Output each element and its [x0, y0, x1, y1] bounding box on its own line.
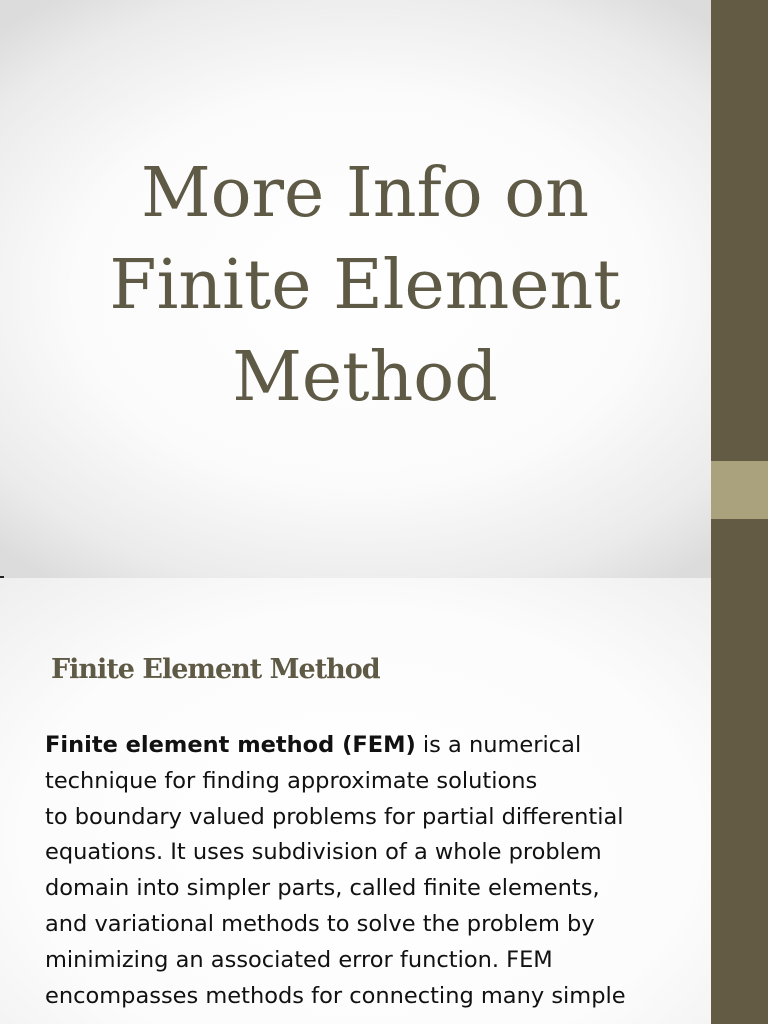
- slide-title: [40, 148, 690, 424]
- body-line: equations. It uses subdivision of a whole problem: [45, 839, 602, 866]
- content-slide: [0, 578, 711, 1024]
- slide-heading: Finite Element Method: [51, 654, 380, 685]
- body-line: minimizing an associated error function. FEM: [45, 946, 553, 973]
- body-line-rest: is a numerical: [415, 732, 582, 758]
- accent-block: [711, 461, 768, 519]
- body-line: and variational methods to solve the problem by: [45, 910, 595, 937]
- body-line: technique for finding approximate solutions: [45, 767, 538, 794]
- body-line: [45, 728, 685, 764]
- body-term: Finite element method (FEM): [45, 732, 416, 758]
- body-line: to boundary valued problems for partial differential: [45, 803, 624, 830]
- title-line: More Info on: [140, 154, 590, 233]
- title-line: Method: [232, 338, 498, 417]
- body-line: domain into simpler parts, called finite elements,: [45, 875, 600, 902]
- title-line: Finite Element: [109, 246, 621, 325]
- body-paragraph: [45, 728, 685, 1014]
- body-line: encompasses methods for connecting many simple: [45, 982, 626, 1009]
